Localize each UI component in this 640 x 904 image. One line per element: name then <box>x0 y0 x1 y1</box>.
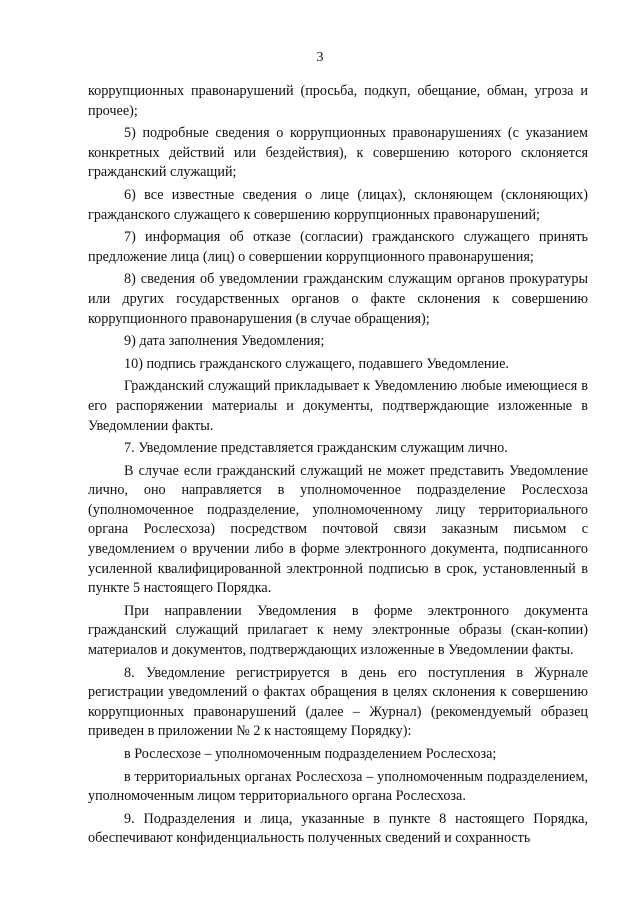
document-body <box>88 82 588 849</box>
paragraph-item-8: 8) сведения об уведомлении гражданским служащим органов прокуратуры или других государственных органов о факте склонения к совершению коррупционного правонарушения (в случае обращения); <box>88 271 588 327</box>
paragraph-clause-8: 8. Уведомление регистрируется в день его поступления в Журнале регистрации уведомлений о фактах обращения в целях склонения к совершению коррупционных правонарушений (далее – Журнал) (рекомендуемый образец приведен в приложении № 2 к настоящему Порядку): <box>88 664 588 740</box>
paragraph-territorial-offices: в территориальных органах Рослесхоза – уполномоченным подразделением, уполномоченным лицом территориального органа Рослесхоза. <box>88 768 588 805</box>
paragraph-item-5: 5) подробные сведения о коррупционных правонарушениях (с указанием конкретных действий или бездействия), к совершению которого склоняется гражданский служащий; <box>88 125 588 181</box>
paragraph-item-9: 9) дата заполнения Уведомления; <box>124 333 325 350</box>
page-number: 3 <box>316 50 324 65</box>
paragraph-item-6: 6) все известные сведения о лице (лицах), склоняющем (склоняющих) гражданского служащего к совершению коррупционных правонарушений; <box>88 186 588 223</box>
paragraph-item-7: 7) информация об отказе (согласии) гражданского служащего принять предложение лица (лиц) о совершении коррупционного правонарушения; <box>88 229 588 265</box>
paragraph-continuation: коррупционных правонарушений (просьба, подкуп, обещание, обман, угроза и прочее); <box>88 83 588 119</box>
paragraph-clause-9: 9. Подразделения и лица, указанные в пункте 8 настоящего Порядка, обеспечивают конфиденциальность полученных сведений и сохранность <box>88 810 588 847</box>
paragraph-electronic-form: При направлении Уведомления в форме электронного документа гражданский служащий прилагает к нему электронные образы (скан-копии) материалов и документов, подтверждающих изложенные в Уведомлении факты. <box>88 602 588 659</box>
paragraph-item-10: 10) подпись гражданского служащего, подавшего Уведомление. <box>124 355 509 372</box>
paragraph-clause-7: 7. Уведомление представляется гражданским служащим лично. <box>124 440 508 457</box>
paragraph-postal-delivery: В случае если гражданский служащий не может представить Уведомление лично, оно направляется в уполномоченное подразделение Рослесхоза (уполномоченное подразделение, уполномоченному лицу территориального органа Рослесхоза) посредством почтовой связи заказным письмом с уведомлением о вручении либо в форме электронного документа, подписанного усиленной квалифицированной электронной подписью в срок, установленный в пункте 5 настоящего Порядка. <box>88 462 588 597</box>
paragraph-attachments: Гражданский служащий прикладывает к Уведомлению любые имеющиеся в его распоряжении материалы и документы, подтверждающие изложенные в Уведомлении факты. <box>88 378 588 434</box>
paragraph-central-office: в Рослесхозе – уполномоченным подразделением Рослесхоза; <box>124 746 497 762</box>
